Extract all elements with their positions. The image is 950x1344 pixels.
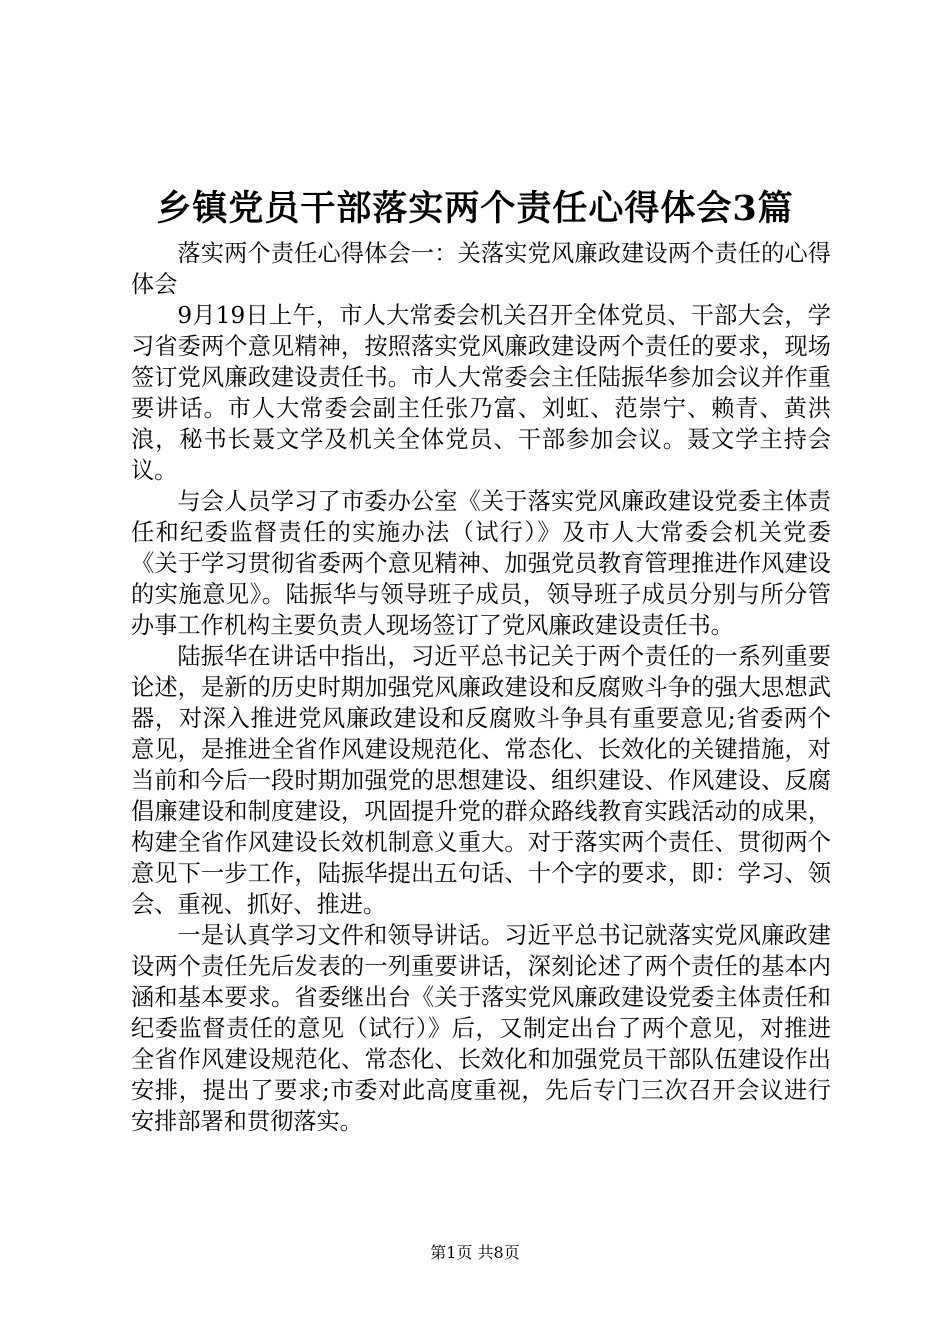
document-body [131, 238, 831, 1137]
paragraph: 与会人员学习了市委办公室《关于落实党风廉政建设党委主体责任和纪委监督责任的实施办法（试行）》及市人大常委会机关党委《关于学习贯彻省委两个意见精神、加强党员教育管理推进作风建设的实施意见》。陆振华与领导班子成员，领导班子成员分别与所分管办事工作机构主要负责人现场签订了党风廉政建设责任书。 [131, 488, 831, 639]
paragraph: 落实两个责任心得体会一：关落实党风廉政建设两个责任的心得体会 [131, 240, 831, 298]
page-number-footer: 第1页 共8页 [430, 1243, 520, 1262]
document-title: 乡镇党员干部落实两个责任心得体会3篇 [156, 188, 794, 229]
paragraph: 陆振华在讲话中指出，习近平总书记关于两个责任的一系列重要论述，是新的历史时期加强党风廉政建设和反腐败斗争的强大思想武器，对深入推进党风廉政建设和反腐败斗争具有重要意见;省委两个意见，是推进全省作风建设规范化、常态化、长效化的关键措施，对当前和今后一段时期加强党的思想建设、组织建设、作风建设、反腐倡廉建设和制度建设，巩固提升党的群众路线教育实践活动的成果，构建全省作风建设长效机制意义重大。对于落实两个责任、贯彻两个意见下一步工作，陆振华提出五句话、十个字的要求，即：学习、领会、重视、抓好、推进。 [131, 643, 831, 918]
paragraph: 9月19日上午，市人大常委会机关召开全体党员、干部大会，学习省委两个意见精神，按照落实党风廉政建设两个责任的要求，现场签订党风廉政建设责任书。市人大常委会主任陆振华参加会议并作重要讲话。市人大常委会副主任张乃富、刘虹、范崇宁、赖青、黄洪浪，秘书长聂文学及机关全体党员、干部参加会议。聂文学主持会议。 [131, 302, 831, 484]
paragraph: 一是认真学习文件和领导讲话。习近平总书记就落实党风廉政建设两个责任先后发表的一列重要讲话，深刻论述了两个责任的基本内涵和基本要求。省委继出台《关于落实党风廉政建设党委主体责任和纪委监督责任的意见（试行）》后，又制定出台了两个意见，对推进全省作风建设规范化、常态化、长效化和加强党员干部队伍建设作出安排，提出了要求;市委对此高度重视，先后专门三次召开会议进行安排部署和贯彻落实。 [131, 922, 831, 1135]
